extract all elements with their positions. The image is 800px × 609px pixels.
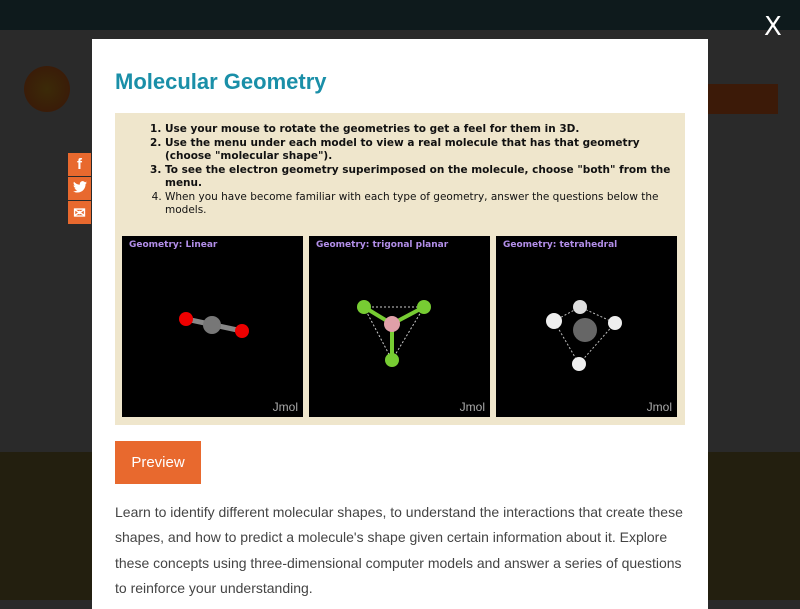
simulation-box (115, 113, 685, 425)
close-button[interactable]: X (764, 12, 782, 42)
facebook-share-button[interactable] (68, 153, 91, 176)
jmol-viewer-trigonal-planar[interactable] (309, 236, 490, 417)
trigonal-planar-molecule-model (309, 236, 490, 417)
linear-molecule-model (122, 236, 303, 417)
geometry-label: Geometry: trigonal planar (316, 240, 449, 250)
background-button (700, 84, 778, 114)
description-text: Learn to identify different molecular shapes, to understand the interactions that create these shapes, and how to predict a molecule's shape given certain information about it. Explore these concepts using three-dimensional computer models and answer a series of questions to reinforce your understanding. (115, 504, 683, 596)
jmol-viewer-linear[interactable] (122, 236, 303, 417)
facebook-icon: f (77, 156, 82, 173)
twitter-share-button[interactable] (68, 177, 91, 200)
jmol-watermark: Jmol (459, 400, 485, 414)
modal-dialog (92, 39, 708, 609)
instruction-item: 3. To see the electron geometry superimposed on the molecule, choose "both" from the menu. (165, 164, 675, 191)
email-icon: ✉ (73, 204, 86, 222)
site-logo (24, 66, 70, 112)
instruction-item: 4. When you have become familiar with each type of geometry, answer the questions below the models. (165, 191, 675, 218)
geometry-label: Geometry: tetrahedral (503, 240, 618, 250)
page-title: Molecular Geometry (115, 69, 327, 94)
email-share-button[interactable] (68, 201, 91, 224)
site-header-bar (0, 0, 800, 30)
jmol-watermark: Jmol (646, 400, 672, 414)
twitter-icon (73, 180, 87, 197)
instruction-item: 2. Use the menu under each model to view a real molecule that has that geometry (choose "molecular shape"). (165, 137, 675, 164)
tetrahedral-molecule-model (496, 236, 677, 417)
jmol-watermark: Jmol (272, 400, 298, 414)
instruction-item: 1. Use your mouse to rotate the geometries to get a feel for them in 3D. (165, 123, 675, 137)
geometry-label: Geometry: Linear (129, 240, 218, 250)
instructions-list (165, 123, 675, 218)
jmol-viewer-tetrahedral[interactable] (496, 236, 677, 417)
preview-button[interactable]: Preview (115, 441, 201, 484)
